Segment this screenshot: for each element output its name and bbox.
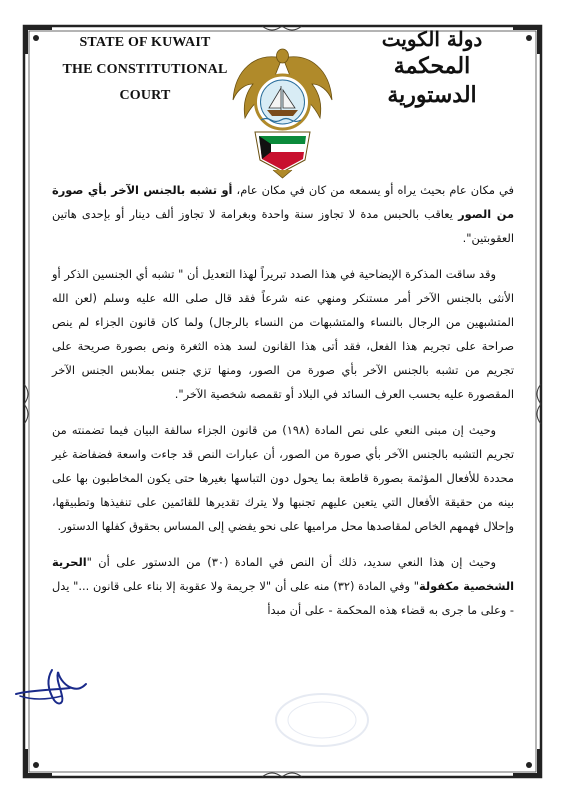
handwritten-signature-icon: [12, 660, 92, 720]
paragraph-1-text-end: يعاقب بالحبس مدة لا تجاوز سنة واحدة وبغرامة لا تجاوز ألف دينار أو بإحدى هاتين العقوبتين".: [52, 207, 514, 245]
paragraph-3: [52, 418, 514, 538]
paragraph-2-text: وقد ساقت المذكرة الإيضاحية في هذا الصدد تبريراً لهذا التعديل أن " تشبه أي الجنسين الذكر أو الأنثى بالجنس الآخر أمر مستنكر ومنهي عنه شرعاً فقد قال صلى الله عليه وسلم (لعن الله المتشبهين من الرجال بالنساء والمتشبهات من النساء بالرجال) ولما كان قانون الجزاء لم ينص صراحة على تجريم هذا الفعل، فقد أتى هذا القانون لسد هذه الثغرة ونص بصورة صريحة على تجريم من تشبه بالجنس الآخر بأي صورة من الصور، ومنها تزي جنس بملابس الجنس الآخر المقصورة عليه بحسب العرف السائد في البلاد أو تقمصه شخصية الآخر".: [52, 267, 514, 401]
kuwait-emblem-icon: [215, 40, 350, 180]
paragraph-1-bold: أو تشبه بالجنس الآخر بأي صورة من الصور: [52, 183, 515, 221]
english-header-line1: STATE OF KUWAIT: [79, 35, 211, 50]
paragraph-4-text: وحيث إن هذا النعي سديد، ذلك أن النص في المادة (٣٠) من الدستور على أن ": [86, 555, 496, 569]
faint-seal-icon: [272, 690, 372, 750]
paragraph-4-text-end: " وفي المادة (٣٢) منه على أن "لا جريمة ولا عقوبة إلا بناء على قانون ..." يدل - وعلى ما جرى به قضاء هذه المحكمة - على أن مبدأ: [52, 579, 514, 617]
paragraph-4-bold: الحرية الشخصية مكفولة: [52, 555, 514, 593]
paragraph-1: [52, 178, 514, 250]
paragraph-2: [52, 262, 514, 406]
arabic-header-line2: المحكمة الدستورية: [387, 53, 477, 108]
arabic-header: [352, 26, 512, 109]
paragraph-4: [52, 550, 514, 622]
paragraph-3-text: وحيث إن مبنى النعي على نص المادة (١٩٨) من قانون الجزاء سالفة البيان فيما تضمنته من تجريم التشبه بالجنس الآخر بأي صورة من الصور، أن عبارات النص قد جاءت واسعة فضفاضة غير محددة للأفعال المؤثمة بصورة قاطعة بما يحول دون التباسها بغيرها حتى يكون المخاطبون بها على بينه من حقيقة الأفعال التي يتعين عليهم تجنبها ولا يترك تقديرها للقائمين على تنفيذها وتطبيقها، وإحلال فهمهم الخاص لمقاصدها محل مراميها على نحو يفضي إلى المساس بحقوق كفلها الدستور.: [52, 423, 514, 533]
english-header-line2: THE CONSTITUTIONAL COURT: [62, 61, 228, 104]
paragraph-1-text: في مكان عام بحيث يراه أو يسمعه من كان في مكان عام،: [232, 183, 514, 197]
arabic-header-line1: دولة الكويت: [381, 27, 483, 51]
english-header: [60, 30, 230, 110]
document-body: [52, 178, 514, 634]
